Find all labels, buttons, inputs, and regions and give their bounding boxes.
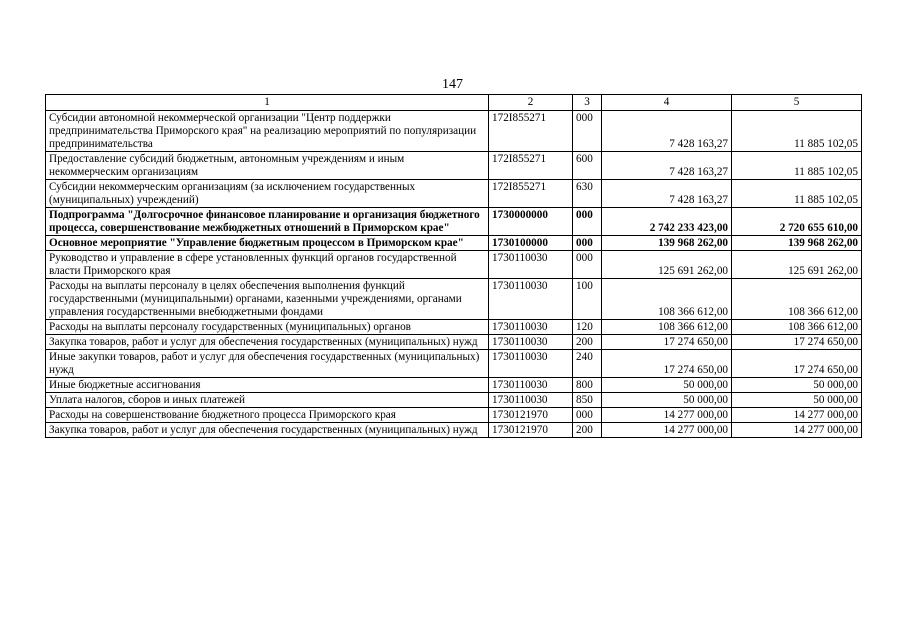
expense-type-code-cell: 120 — [573, 320, 602, 335]
row-name-cell: Расходы на выплаты персоналу государственных (муниципальных) органов — [46, 320, 489, 335]
row-name-cell: Субсидии автономной некоммерческой организации "Центр поддержки предпринимательства Приморского края" на реализацию мероприятий по популяризации предпринимательства — [46, 111, 489, 152]
table-row — [46, 111, 862, 152]
amount-year1-cell: 2 742 233 423,00 — [602, 208, 732, 236]
table-row — [46, 408, 862, 423]
amount-year1-cell: 125 691 262,00 — [602, 251, 732, 279]
table-row — [46, 393, 862, 408]
table-row — [46, 320, 862, 335]
expense-type-code-cell: 000 — [573, 208, 602, 236]
amount-year2-cell: 139 968 262,00 — [732, 236, 862, 251]
row-name-cell: Закупка товаров, работ и услуг для обеспечения государственных (муниципальных) нужд — [46, 423, 489, 438]
expense-type-code-cell: 100 — [573, 279, 602, 320]
row-name-cell: Руководство и управление в сфере установленных функций органов государственной власти Приморского края — [46, 251, 489, 279]
amount-year2-cell: 108 366 612,00 — [732, 279, 862, 320]
amount-year1-cell: 17 274 650,00 — [602, 350, 732, 378]
amount-year1-cell: 7 428 163,27 — [602, 180, 732, 208]
amount-year2-cell: 17 274 650,00 — [732, 350, 862, 378]
target-article-code-cell: 1730110030 — [489, 350, 573, 378]
target-article-code-cell: 1730110030 — [489, 378, 573, 393]
target-article-code-cell: 172I855271 — [489, 180, 573, 208]
amount-year2-cell: 50 000,00 — [732, 378, 862, 393]
amount-year1-cell: 50 000,00 — [602, 393, 732, 408]
row-name-cell: Расходы на совершенствование бюджетного процесса Приморского края — [46, 408, 489, 423]
table-row — [46, 335, 862, 350]
column-number-5: 5 — [732, 95, 862, 111]
expense-type-code-cell: 000 — [573, 408, 602, 423]
expense-type-code-cell: 600 — [573, 152, 602, 180]
target-article-code-cell: 1730110030 — [489, 251, 573, 279]
table-row — [46, 180, 862, 208]
amount-year2-cell: 2 720 655 610,00 — [732, 208, 862, 236]
target-article-code-cell: 172I855271 — [489, 152, 573, 180]
row-name-cell: Иные бюджетные ассигнования — [46, 378, 489, 393]
amount-year2-cell: 14 277 000,00 — [732, 423, 862, 438]
table-row — [46, 208, 862, 236]
table-row — [46, 152, 862, 180]
target-article-code-cell: 1730100000 — [489, 236, 573, 251]
table-row — [46, 378, 862, 393]
target-article-code-cell: 1730121970 — [489, 423, 573, 438]
table-row — [46, 423, 862, 438]
amount-year2-cell: 11 885 102,05 — [732, 152, 862, 180]
target-article-code-cell: 172I855271 — [489, 111, 573, 152]
amount-year2-cell: 50 000,00 — [732, 393, 862, 408]
expense-type-code-cell: 240 — [573, 350, 602, 378]
expense-type-code-cell: 000 — [573, 251, 602, 279]
amount-year2-cell: 17 274 650,00 — [732, 335, 862, 350]
expense-type-code-cell: 800 — [573, 378, 602, 393]
expense-type-code-cell: 200 — [573, 335, 602, 350]
target-article-code-cell: 1730110030 — [489, 279, 573, 320]
amount-year2-cell: 11 885 102,05 — [732, 180, 862, 208]
expense-type-code-cell: 000 — [573, 111, 602, 152]
target-article-code-cell: 1730121970 — [489, 408, 573, 423]
table-row — [46, 236, 862, 251]
target-article-code-cell: 1730000000 — [489, 208, 573, 236]
page-number: 147 — [442, 77, 463, 92]
column-number-3: 3 — [573, 95, 602, 111]
amount-year2-cell: 11 885 102,05 — [732, 111, 862, 152]
amount-year1-cell: 7 428 163,27 — [602, 111, 732, 152]
amount-year1-cell: 14 277 000,00 — [602, 423, 732, 438]
row-name-cell: Расходы на выплаты персоналу в целях обеспечения выполнения функций государственными (муниципальными) органами, казенными учреждениями, органами управления государственными внебюджетными фондами — [46, 279, 489, 320]
expense-type-code-cell: 200 — [573, 423, 602, 438]
amount-year1-cell: 108 366 612,00 — [602, 279, 732, 320]
table-row — [46, 350, 862, 378]
column-number-row — [46, 95, 862, 111]
amount-year1-cell: 17 274 650,00 — [602, 335, 732, 350]
amount-year1-cell: 14 277 000,00 — [602, 408, 732, 423]
expense-type-code-cell: 630 — [573, 180, 602, 208]
amount-year1-cell: 108 366 612,00 — [602, 320, 732, 335]
budget-table — [45, 94, 862, 438]
column-number-4: 4 — [602, 95, 732, 111]
row-name-cell: Субсидии некоммерческим организациям (за исключением государственных (муниципальных) учреждений) — [46, 180, 489, 208]
target-article-code-cell: 1730110030 — [489, 320, 573, 335]
row-name-cell: Подпрограмма "Долгосрочное финансовое планирование и организация бюджетного процесса, совершенствование межбюджетных отношений в Приморском крае" — [46, 208, 489, 236]
column-number-1: 1 — [46, 95, 489, 111]
row-name-cell: Уплата налогов, сборов и иных платежей — [46, 393, 489, 408]
row-name-cell: Предоставление субсидий бюджетным, автономным учреждениям и иным некоммерческим организациям — [46, 152, 489, 180]
amount-year1-cell: 139 968 262,00 — [602, 236, 732, 251]
expense-type-code-cell: 850 — [573, 393, 602, 408]
row-name-cell: Закупка товаров, работ и услуг для обеспечения государственных (муниципальных) нужд — [46, 335, 489, 350]
row-name-cell: Основное мероприятие "Управление бюджетным процессом в Приморском крае" — [46, 236, 489, 251]
table-row — [46, 279, 862, 320]
expense-type-code-cell: 000 — [573, 236, 602, 251]
target-article-code-cell: 1730110030 — [489, 335, 573, 350]
amount-year2-cell: 108 366 612,00 — [732, 320, 862, 335]
budget-table-body — [46, 95, 862, 438]
amount-year1-cell: 50 000,00 — [602, 378, 732, 393]
table-row — [46, 251, 862, 279]
amount-year2-cell: 14 277 000,00 — [732, 408, 862, 423]
column-number-2: 2 — [489, 95, 573, 111]
row-name-cell: Иные закупки товаров, работ и услуг для обеспечения государственных (муниципальных) нужд — [46, 350, 489, 378]
target-article-code-cell: 1730110030 — [489, 393, 573, 408]
amount-year1-cell: 7 428 163,27 — [602, 152, 732, 180]
amount-year2-cell: 125 691 262,00 — [732, 251, 862, 279]
